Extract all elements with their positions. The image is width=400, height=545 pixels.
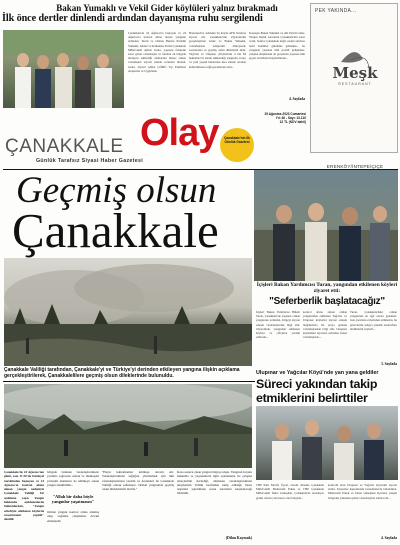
lower-right-col1: CHP Parti Meclis Üyesi, önceki döneme Çanakkale Milletvekili Muharrem Erkek ve CHP Çanakkale Milletvekili İsmet Güneşhan, Çanakkale'de neredeyse geden orman yolu hasar olan bölgede...: [256, 483, 324, 500]
ad-brand: Meşk: [332, 64, 378, 82]
right-story-photo: [254, 170, 398, 281]
lower-right-photo: [256, 406, 398, 480]
masthead-badge: [220, 128, 254, 162]
lower-right-page-ref: 4. Sayfada: [381, 536, 397, 540]
right-story-page-ref: 3. Sayfada: [381, 362, 397, 366]
ad-label: PEK YAKINDA...: [315, 8, 357, 14]
fire-photo-scene: [4, 258, 252, 366]
masthead-ad-right: ERENKÖY/İNTEPE/ÇIÇE: [326, 164, 384, 169]
lower-left-intro: Çanakkale'de 24 Ağustos'tan günü, saat 11:30'da Denizyel mevkiinden başlayan ve 24 Ağustos'ta kontrol altına alınan yangın nedeniyle Çanakkale Valiliği bir açıklama yaptı. Yangın hakkında açıklamalarda bulunulurken, "Yangın sebebiyle etkilenen köylerde araştırmalar yapıldı" denildi.: [4, 470, 44, 522]
lower-right-kicker: Ulupınar ve Yağcılar Köyü'nde yan yana geldiler: [256, 370, 379, 376]
edition-info: 29 Ağustos 2023 Cumartesi Yıl: 46 - Sayı: 13.110 12 TL (KDV dahil): [264, 112, 306, 124]
lead-caption: Çanakkale Valiliği tarafından, Çanakkale'yi ve Türkiye'yi derinden etkileyen yangına ilişkin açıklama gerçekleştirilerek, Çanakkalelilere geçmiş olsun dileklerinde bulunuldu.: [4, 367, 240, 379]
right-story-col2: kontrol altına alınan orman yangınından etkilenen Yağcılar ve Ulupınar köylerini ziyaret ederek mağdurlarla bir araya gelerek vatandaşlardan bilgi aldı. Ulupınar köyündeki ziyarette ardından bazen vatandaşların...: [303, 310, 347, 340]
lower-right-photo-figures: [256, 406, 398, 480]
lower-right-col2: kontrolü altın Ulupınar ve Yağcılar köylerini ziyaret ettiler. Ziyaretler kapsamında incelemelerde bulundular. Muharrem Erkek ve İsmet Güneşhan ziyarette yangın bölgesini yakından görüp vatandaşlarla sohbet etti...: [328, 483, 397, 500]
lower-left-photo: [4, 384, 252, 468]
right-story-col1: İçişleri Bakan Yardımcısı Bülent Turan, Çanakkale'de yaşanan orman yangınının ardından, bölgeyi ziyaret ederek vatandaşlardan bilgi aldı. Ziyaretinde, yangından etkilenen köylere ve çiftçilere yardım edilecek...: [256, 310, 300, 340]
top-story-col2: Hastanesi'ni, ardından bu köyde AYK Tarafına ziyaret etti. Çanakkale'nin Ziyaretlerini gerçekleştiren Gider ve Bakan Yumaklı, vatandaşların taleplerini dinleyerek, sorunlarına ve geçmiş olsun dileklerini iletti. Yağcılar ve Ulupınar çiftçilerinin 4 bin 84 hektarlık bir alanın etkilendiği yangında, zararı ve yeni yaşam haklarının kısa sürede ortadan kaldırılmasını sağlayacaklarına dair...: [189, 31, 246, 69]
lower-left-col2: bölgede bulunan vatandaşlarımızın yardıma çağırarak orman ve muhteşem yerleşim alanlarını da tehlikeye sokan yangın söndürüldü...: [47, 470, 99, 487]
lower-left-col2b: Orman yangını kontrol altına alınmış olup, soğutma çalışmaları devam etmektedir.: [47, 510, 99, 523]
top-kicker: Bakan Yumaklı ve Vekil Gider köylüleri yalnız bırakmadı: [56, 3, 278, 13]
top-story-col1: Çanakkale'de 24 Ağustos'ta başlayan ve 24 Ağustos'ta kontrol altına alınan yangının ardından, Tarım ve Orman Bakanı İbrahim Yumaklı, Adalet ve Kalkınma Partisi Çanakkale Milletvekili Ayhan Gider, yaşanan felaketin zarar gören vatandaşlar ve bunlara ek bölgede ilerleyen etkilediği alanlardan birkaç sahası vatandaşlar ziyaret ederek sorunları dinledi. Gider, ziyaret edilen ÇÖMÜ Tıp Fakültesi Araştırma ve Uygulama: [128, 31, 186, 73]
masthead-badge-text: Çanakkale'nin İlk Günlük Gazetesi: [224, 136, 250, 144]
lower-left-col4: Kaza sonucu çıkan yangın bölgeye ulaştı. Yangının boyutu hakkında ve yaşananlarla ilgili açıklamalar ile çalışma süreçlerinin ilerlediği, etkilenen vatandaşlarımızın taleplerinin Valilik tarafından takip edildiği, hasar tespitleri yapıldıktan sonra zararların karşılanacağı bildirildi.: [177, 470, 252, 496]
lower-left-callout: "Allah bir daha böyle yangınlar yaşatmasın": [51, 494, 95, 504]
mid-rule: [3, 381, 255, 382]
ad-brand-sub: RESTAURANT: [338, 82, 372, 86]
lower-left-signoff: (Dilan Kaymak): [225, 536, 252, 540]
top-story-photo: [3, 30, 124, 108]
lower-right-headline: Süreci yakından takip etmiklerini belirttiler: [256, 377, 378, 405]
right-photo-figures: [254, 170, 398, 281]
fire-photo: [4, 258, 252, 366]
ad-box-top: [310, 3, 398, 153]
top-headline: İlk önce dertler dinlendi ardından dayanışma ruhu sergilendi: [2, 13, 263, 24]
right-story-col3: Turan, Çanakkale'deki orman yangınında en ağır zarara gelenleri, bazı yaralıları evlerinden ettiklerini, bu görevlerini sahaya yönelik tasarrufları ilettiklerini söyledi...: [350, 310, 397, 331]
top-photo-figures: [3, 30, 124, 108]
masthead-name-right: Olay: [140, 112, 219, 154]
lower-left-photo-scene: [4, 384, 252, 468]
right-story-quote: "Seferberlik başlatacağız": [269, 296, 385, 307]
right-story-kicker: İçişleri Bakan Yardımcısı Turan, yangından etkilenen köyleri ziyaret etti:: [256, 282, 398, 295]
lower-left-col3: "Hayat kahramanları kötüleşe devam etti. Vatandaşlarımızın sağlığını yitirmemek için tüm vatandaşlarımızın yardım ve destekleri ile Çanakkale Valiliği olarak sahadayız. Orman yangınında geçmiş olsun dileklerimizi iletiriz.": [102, 470, 174, 492]
masthead-tagline: Günlük Tarafsız Siyasi Haber Gazetesi: [36, 158, 143, 164]
lead-headline-line2: Çanakkale: [12, 203, 219, 258]
lead-headline-line1: Geçmiş olsun: [16, 170, 217, 211]
top-page-ref: 4. Sayfada: [289, 97, 305, 101]
masthead-name-left: ÇANAKKALE: [5, 136, 124, 157]
top-story-col3: Konuşan Bakan Yumaklı ve AK Partili Gider, Yangın büyük zararlarla Çanakkale'nin zarar verdi, Sadece Çanakkale değil, neden alevlere nasıl önlemler gündeme gelmekte... bu yangında yaşanan tüm pozitif gelişmeler, çalışma ekiplerinin de gerçekten yaşanan tüm geçen tecrübeleri kaydedilerek...: [249, 31, 305, 61]
